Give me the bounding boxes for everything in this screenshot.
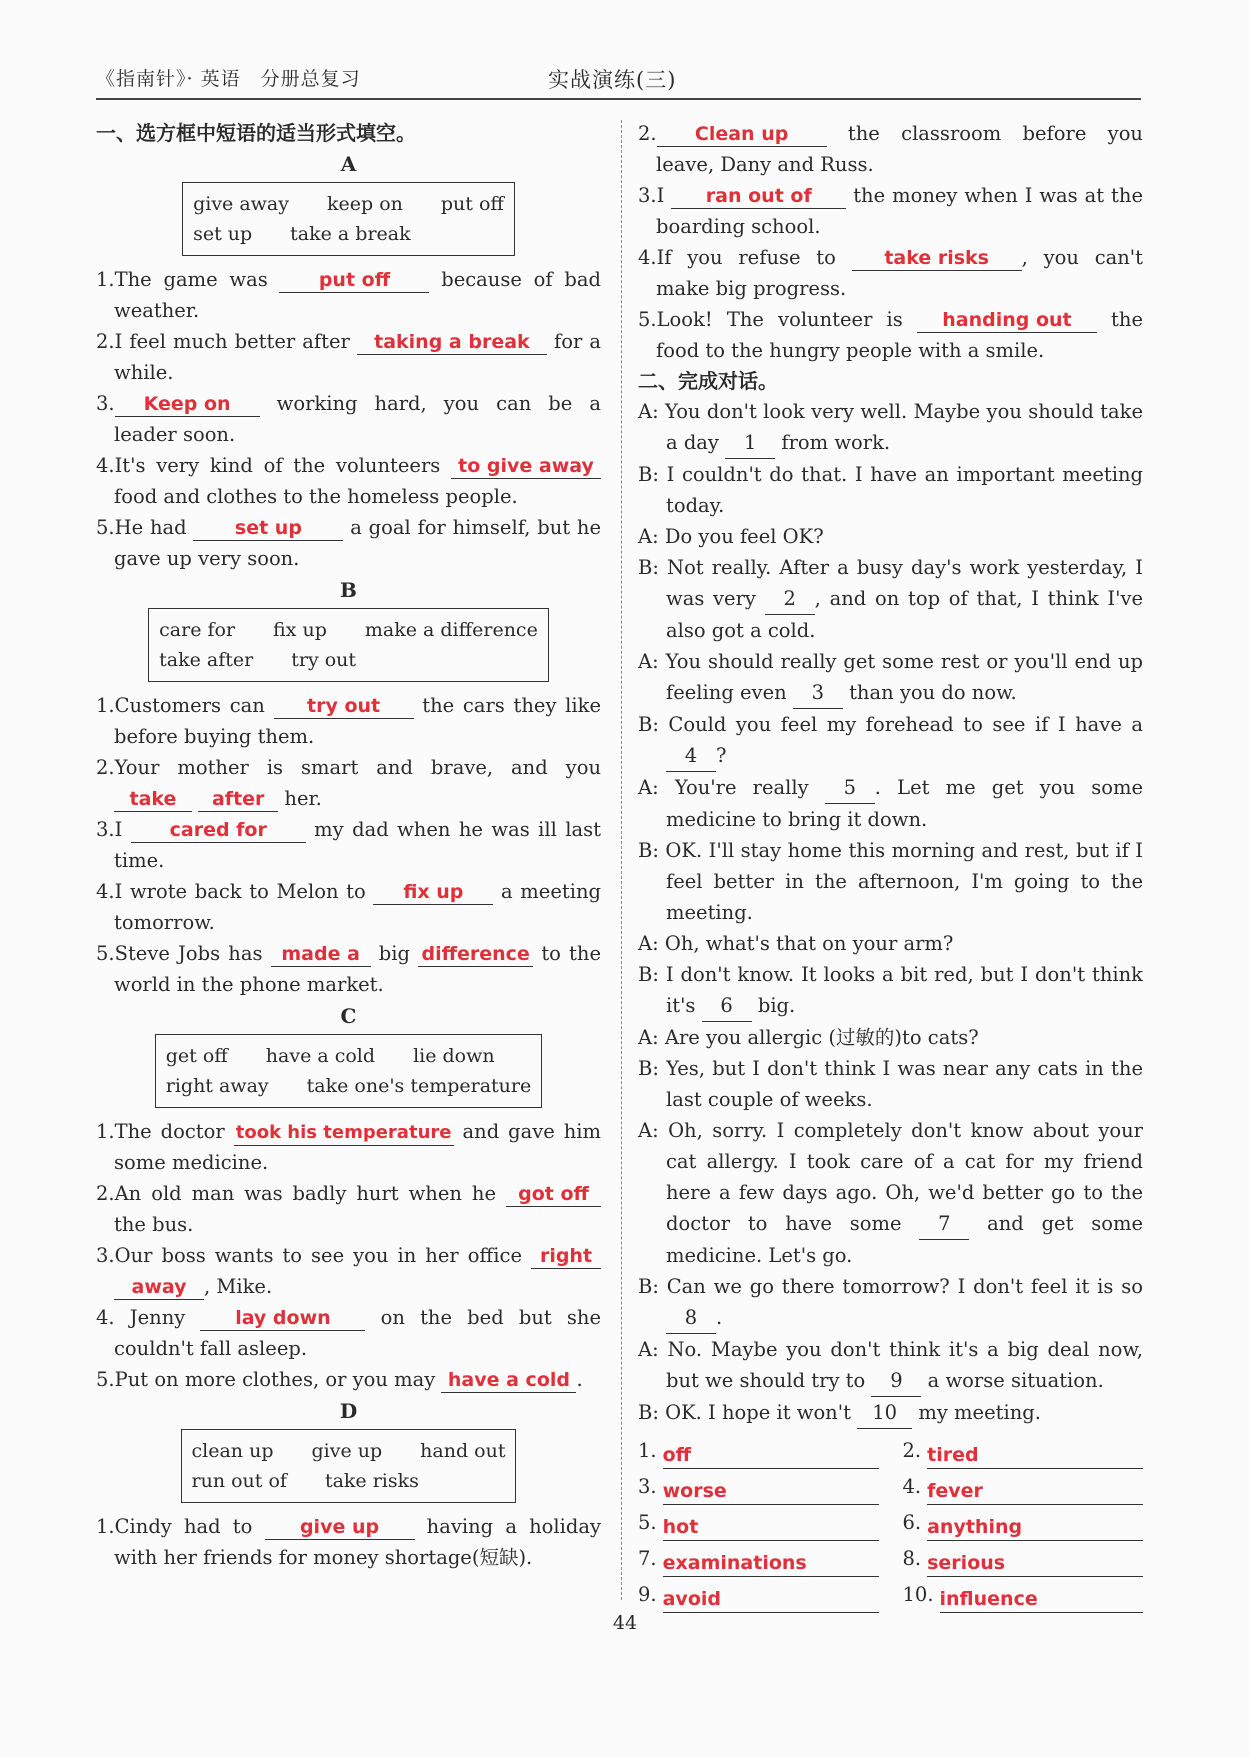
answer-number: 5. (638, 1511, 657, 1534)
answer-blank: away (114, 1275, 204, 1300)
answer-blank: handing out (917, 308, 1097, 333)
question-c3: 3.Our boss wants to see you in her office right away , Mike. (96, 1240, 601, 1302)
phrase: get off (165, 1045, 228, 1067)
dialogue-answer (903, 1505, 1144, 1541)
column-divider (621, 120, 622, 1600)
phrase: fix up (273, 619, 327, 641)
answer-number: 9. (638, 1583, 657, 1606)
answer-blank: made a (271, 942, 371, 967)
phrase: try out (291, 649, 357, 671)
section-b-label: B (340, 578, 357, 602)
speaker: B: (638, 1401, 659, 1424)
speaker: B: (638, 1275, 659, 1298)
dialogue-blank: 9 (871, 1365, 921, 1397)
dialogue-answer (903, 1469, 1144, 1505)
answer-blank: to give away (451, 454, 601, 479)
phrase: give up (311, 1440, 383, 1462)
phrase: care for (159, 619, 236, 641)
speaker: A: (638, 776, 659, 799)
dialogue-answer (903, 1577, 1144, 1613)
answer-blank: try out (274, 694, 414, 719)
question-b5: 5.Steve Jobs has made a big difference to the world in the phone market. (96, 942, 601, 996)
dialogue-line: A: You're really 5 . Let me get you some medicine to bring it down. (638, 772, 1143, 835)
phrase-box-b (148, 608, 549, 682)
question-c2: 2.An old man was badly hurt when he got off the bus. (96, 1178, 601, 1240)
answer-value: worse (663, 1478, 879, 1505)
dialogue-line: B: I couldn't do that. I have an important meeting today. (638, 463, 1143, 517)
question-b4: 4.I wrote back to Melon to fix up a meeting tomorrow. (96, 880, 601, 934)
speaker: B: (638, 963, 659, 986)
phrase: make a difference (364, 619, 538, 641)
answer-value: anything (927, 1514, 1143, 1541)
speaker: A: (638, 1338, 659, 1361)
answer-blank: take risks (852, 246, 1022, 271)
question-d3: 3.I ran out of the money when I was at the boarding school. (638, 184, 1143, 238)
question-d5: 5.Look! The volunteer is handing out the food to the hungry people with a smile. (638, 308, 1143, 362)
answer-value: serious (927, 1550, 1143, 1577)
right-column (638, 118, 1143, 1613)
answer-value: fever (927, 1478, 1143, 1505)
dialogue-blank: 4 (666, 740, 716, 772)
question-d4: 4.If you refuse to take risks , you can't make big progress. (638, 246, 1143, 300)
dialogue-blank: 7 (919, 1208, 969, 1240)
dialogue-line: B: Could you feel my forehead to see if I have a 4 ? (638, 709, 1143, 772)
header-rule (96, 98, 1141, 100)
answer-blank: cared for (131, 818, 306, 843)
phrase-box-a (182, 182, 515, 256)
speaker: A: (638, 400, 659, 423)
dialogue-line: B: I don't know. It looks a bit red, but I don't think it's 6 big. (638, 959, 1143, 1022)
answer-blank: Keep on (115, 392, 260, 417)
answer-blank: put off (279, 268, 429, 293)
phrase: give away (193, 193, 289, 215)
phrase: keep on (327, 193, 403, 215)
answer-blank: have a cold (441, 1368, 576, 1393)
phrase: take a break (290, 223, 411, 245)
answer-value: influence (940, 1586, 1143, 1613)
question-a5: 5.He had set up a goal for himself, but he gave up very soon. (96, 516, 601, 570)
speaker: A: (638, 525, 659, 548)
phrase: take after (159, 649, 254, 671)
dialogue-answer (638, 1577, 879, 1613)
question-b3: 3.I cared for my dad when he was ill last time. (96, 818, 601, 872)
speaker: A: (638, 650, 659, 673)
dialogue-answer (638, 1505, 879, 1541)
answer-blank: lay down (200, 1306, 365, 1331)
dialogue-line: A: No. Maybe you don't think it's a big deal now, but we should try to 9 a worse situation. (638, 1334, 1143, 1397)
question-a4: 4.It's very kind of the volunteers to give away food and clothes to the homeless people. (96, 450, 601, 512)
phrase: run out of (191, 1470, 287, 1492)
dialogue-blank: 2 (765, 583, 815, 615)
dialogue (638, 396, 1143, 1429)
dialogue-line: A: Do you feel OK? (638, 525, 824, 548)
question-c5: 5.Put on more clothes, or you may have a cold . (96, 1368, 583, 1391)
phrase: take one's temperature (306, 1075, 532, 1097)
answer-number: 3. (638, 1475, 657, 1498)
speaker: A: (638, 1026, 659, 1049)
answer-blank: take (114, 787, 192, 812)
speaker: B: (638, 713, 659, 736)
question-a1: 1.The game was put off because of bad weather. (96, 268, 601, 322)
answer-blank: fix up (373, 880, 493, 905)
left-column (96, 118, 601, 1573)
question-d1: 1.Cindy had to give up having a holiday with her friends for money shortage(短缺). (96, 1515, 601, 1569)
dialogue-line: B: Yes, but I don't think I was near any cats in the last couple of weeks. (638, 1057, 1143, 1111)
phrase: lie down (413, 1045, 495, 1067)
phrase: put off (440, 193, 504, 215)
question-c4: 4. Jenny lay down on the bed but she couldn't fall asleep. (96, 1306, 601, 1360)
section-d-label: D (339, 1399, 358, 1423)
speaker: B: (638, 839, 659, 862)
question-b2: 2.Your mother is smart and brave, and you take after her. (96, 756, 601, 810)
answer-blank: taking a break (357, 330, 547, 355)
dialogue-line: B: Can we go there tomorrow? I don't feel it is so 8 . (638, 1271, 1143, 1334)
dialogue-line: A: You should really get some rest or you'll end up feeling even 3 than you do now. (638, 646, 1143, 709)
answer-number: 2. (902, 1439, 922, 1462)
dialogue-blank: 10 (857, 1397, 912, 1429)
answer-blank: took his temperature (234, 1121, 454, 1146)
speaker: B: (638, 1057, 659, 1080)
answer-value: tired (927, 1442, 1143, 1469)
answer-blank: after (198, 787, 278, 812)
dialogue-answer (638, 1541, 879, 1577)
answer-number: 7. (638, 1547, 657, 1570)
question-a3: 3. Keep on working hard, you can be a leader soon. (96, 392, 601, 446)
phrase-box-d (181, 1429, 517, 1503)
phrase: have a cold (265, 1045, 376, 1067)
dialogue-answer (903, 1433, 1144, 1469)
part2-title: 二、完成对话。 (638, 369, 778, 393)
answer-number: 10. (902, 1583, 934, 1606)
question-c1: 1.The doctor took his temperature and gave him some medicine. (96, 1120, 601, 1174)
dialogue-line: A: You don't look very well. Maybe you should take a day 1 from work. (638, 396, 1143, 459)
answer-value: off (663, 1442, 879, 1469)
dialogue-line: A: Oh, sorry. I completely don't know about your cat allergy. I took care of a cat for my friend here a few days ago. Oh, we'd better go to the doctor to have some 7 and get some medicine. Let's go. (638, 1119, 1143, 1267)
answer-blank: difference (418, 942, 533, 967)
section-c-label: C (340, 1004, 357, 1028)
answer-number: 1. (638, 1439, 657, 1462)
dialogue-answer (903, 1541, 1144, 1577)
phrase-box-c (155, 1034, 543, 1108)
dialogue-blank: 3 (793, 677, 843, 709)
phrase: set up (193, 223, 253, 245)
answer-number: 6. (902, 1511, 922, 1534)
dialogue-blank: 6 (702, 990, 752, 1022)
question-d2: 2. Clean up the classroom before you leave, Dany and Russ. (638, 122, 1143, 176)
section-a-label: A (340, 152, 357, 176)
speaker: A: (638, 932, 659, 955)
speaker: B: (638, 463, 659, 486)
answer-blank: ran out of (671, 184, 846, 209)
phrase: clean up (191, 1440, 274, 1462)
dialogue-blank: 5 (825, 772, 875, 804)
answer-blank: Clean up (657, 122, 827, 147)
dialogue-line: A: Are you allergic (过敏的)to cats? (638, 1026, 979, 1049)
answer-number: 8. (902, 1547, 922, 1570)
header-right: 实战演练(三) (548, 68, 677, 92)
dialogue-line: B: OK. I'll stay home this morning and rest, but if I feel better in the afternoon, I'm going to the meeting. (638, 839, 1143, 924)
phrase: take risks (324, 1470, 419, 1492)
dialogue-answer (638, 1433, 879, 1469)
answer-number: 4. (902, 1475, 922, 1498)
answer-value: hot (663, 1514, 879, 1541)
header-left: 《指南针》· 英语 分册总复习 (96, 68, 361, 90)
dialogue-line: B: OK. I hope it won't 10 my meeting. (638, 1397, 1143, 1429)
dialogue-blank: 8 (666, 1302, 716, 1334)
answer-blank: give up (265, 1515, 415, 1540)
phrase: hand out (420, 1440, 506, 1462)
question-b1: 1.Customers can try out the cars they like before buying them. (96, 694, 601, 748)
part1-title: 一、选方框中短语的适当形式填空。 (96, 121, 416, 145)
answer-value: examinations (663, 1550, 879, 1577)
dialogue-line: B: Not really. After a busy day's work yesterday, I was very 2 , and on top of that, I think I've also got a cold. (638, 556, 1144, 642)
page-number: 44 (612, 1612, 638, 1634)
phrase: right away (165, 1075, 269, 1097)
answer-grid (638, 1433, 1143, 1613)
answer-blank: set up (193, 516, 343, 541)
answer-blank: right (531, 1244, 601, 1269)
speaker: B: (638, 556, 659, 579)
speaker: A: (638, 1119, 659, 1142)
answer-blank: got off (506, 1182, 601, 1207)
answer-value: avoid (663, 1586, 879, 1613)
question-a2: 2.I feel much better after taking a break for a while. (96, 330, 601, 384)
dialogue-answer (638, 1469, 879, 1505)
dialogue-blank: 1 (725, 427, 775, 459)
dialogue-line: A: Oh, what's that on your arm? (638, 932, 954, 955)
